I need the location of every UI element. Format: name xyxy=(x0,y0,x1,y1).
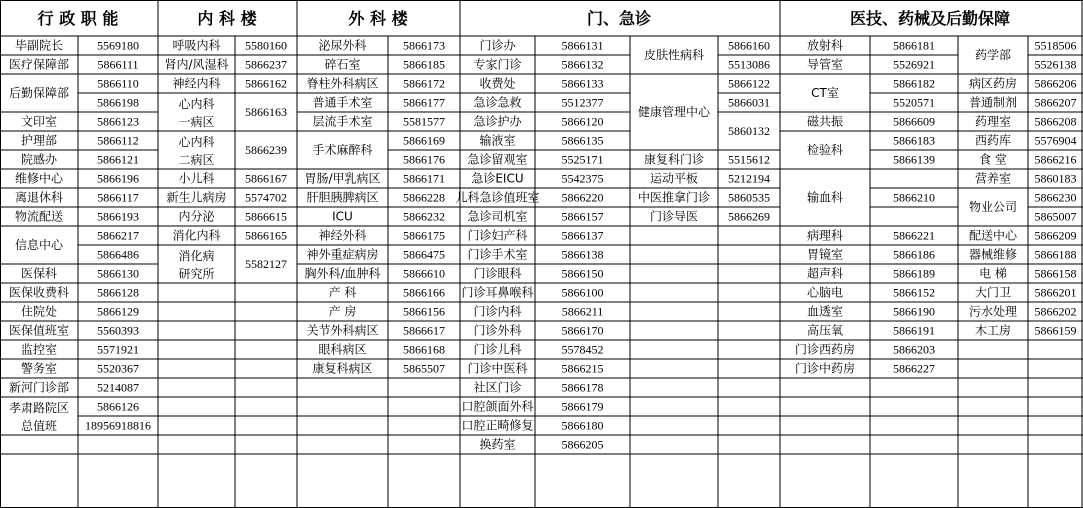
department-name: 普通手术室 xyxy=(312,95,373,110)
phone-number: 5866189 xyxy=(893,266,935,281)
phone-number: 5866239 xyxy=(245,143,287,157)
phone-number: 5866120 xyxy=(561,114,604,129)
phone-number: 5214087 xyxy=(97,380,139,395)
department-name: 消化内科 xyxy=(172,228,221,243)
phone-number: 5866609 xyxy=(893,114,935,129)
department-name: 医保值班室 xyxy=(8,323,70,338)
department-name: 换药室 xyxy=(479,437,516,452)
phone-number: 5866190 xyxy=(893,304,935,319)
phone-number: 5866188 xyxy=(1034,247,1077,262)
phone-number: 5866201 xyxy=(1034,285,1077,300)
phone-number: 5860535 xyxy=(728,190,770,205)
department-name: 儿科急诊值班室 xyxy=(455,190,540,205)
phone-number: 5866111 xyxy=(97,57,139,72)
phone-number: 5866196 xyxy=(97,171,139,186)
department-name: 大门卫 xyxy=(974,285,1012,300)
department-name: 神经外科 xyxy=(318,228,367,243)
header-medtech-logistics: 医技、药械及后勤保障 xyxy=(849,9,1011,28)
department-name: 内分泌 xyxy=(178,209,215,224)
phone-number: 5866179 xyxy=(561,399,604,414)
department-name: 护理部 xyxy=(20,133,58,148)
department-name: 文印室 xyxy=(20,114,58,129)
department-name: 心内科 xyxy=(178,135,215,149)
department-name: 门诊办 xyxy=(479,38,516,53)
phone-number: 5866165 xyxy=(245,228,287,243)
phone-number: 5865507 xyxy=(403,361,445,376)
phone-number: 5866173 xyxy=(403,38,445,53)
department-name: 肝胆胰脾病区 xyxy=(306,190,379,205)
department-name: 门诊耳鼻喉科 xyxy=(461,285,534,300)
phone-number: 5515612 xyxy=(728,152,770,167)
phone-number: 5866152 xyxy=(893,285,935,300)
department-name: 门诊中医科 xyxy=(467,361,528,376)
department-name: 孝肃路院区 xyxy=(8,401,70,415)
department-name: 门诊导医 xyxy=(649,209,699,224)
phone-number: 5866202 xyxy=(1034,304,1077,319)
department-name: 门诊儿科 xyxy=(473,342,522,357)
phone-number: 5866227 xyxy=(893,361,935,376)
phone-number: 5866193 xyxy=(97,209,139,224)
department-name: 中医推拿门诊 xyxy=(637,190,711,205)
header-admin: 行 政 职 能 xyxy=(37,9,119,28)
department-name: 产 房 xyxy=(328,304,357,319)
phone-number: 5866168 xyxy=(403,342,445,357)
department-name: 营养室 xyxy=(974,171,1012,186)
department-name: 物流配送 xyxy=(14,209,64,224)
department-name: 运动平板 xyxy=(649,171,699,186)
department-name: 输液室 xyxy=(479,133,516,148)
phone-number: 5866208 xyxy=(1034,114,1077,129)
department-name: 胸外科/血肿科 xyxy=(304,266,381,281)
phone-number: 5866230 xyxy=(1034,190,1077,205)
department-name-line2: 一病区 xyxy=(178,115,215,129)
department-name: 后勤保障部 xyxy=(8,86,70,100)
department-name: 药理室 xyxy=(974,114,1012,129)
department-name: 碎石室 xyxy=(324,57,361,72)
phone-number: 5866169 xyxy=(403,133,445,148)
phone-number: 5866163 xyxy=(245,105,287,119)
phone-number: 5866198 xyxy=(97,95,139,110)
department-name: 配送中心 xyxy=(968,228,1018,243)
phone-number: 5866207 xyxy=(1034,95,1077,110)
department-name: 病理科 xyxy=(806,228,844,243)
department-name: 急诊EICU xyxy=(471,171,524,186)
phone-number: 5866031 xyxy=(728,95,770,110)
department-name: 康复科门诊 xyxy=(643,152,705,167)
phone-number: 5866203 xyxy=(893,342,935,357)
phone-number: 5866128 xyxy=(97,285,139,300)
phone-number: 5866139 xyxy=(893,152,935,167)
department-name: 院感办 xyxy=(20,152,58,167)
department-name: 医疗保障部 xyxy=(8,57,70,72)
department-name: 新生儿病房 xyxy=(166,190,227,205)
department-name: 检验科 xyxy=(806,143,844,157)
phone-number: 5866191 xyxy=(893,323,935,338)
phone-number: 5866126 xyxy=(97,399,139,414)
phone-number: 5866112 xyxy=(97,133,139,148)
header-surgery-building: 外 科 楼 xyxy=(348,9,408,28)
department-name: 超声科 xyxy=(806,266,844,281)
phone-number: 5866185 xyxy=(403,57,445,72)
department-name: 急诊司机室 xyxy=(467,209,528,224)
phone-number: 5866232 xyxy=(403,209,445,224)
phone-number: 5866135 xyxy=(561,133,604,148)
phone-number: 5574702 xyxy=(245,190,287,205)
phone-number: 5866182 xyxy=(893,76,935,91)
department-name: 神经内科 xyxy=(172,76,221,91)
header-internal-medicine-building: 内 科 楼 xyxy=(197,9,257,28)
phone-number: 5520571 xyxy=(893,95,935,110)
phone-number: 5860132 xyxy=(728,124,770,138)
phone-number: 5866172 xyxy=(403,76,445,91)
department-name: 胃肠/甲乳病区 xyxy=(304,171,381,186)
table-header-row xyxy=(38,9,1010,28)
phone-number: 5866117 xyxy=(97,190,139,205)
phone-number: 5866610 xyxy=(403,266,445,281)
phone-number: 5866176 xyxy=(403,152,445,167)
phone-number: 5580160 xyxy=(245,38,287,53)
phone-number: 5866177 xyxy=(403,95,445,110)
department-name: 收费处 xyxy=(479,76,516,91)
phone-number: 5860183 xyxy=(1034,171,1077,186)
department-name-line2: 二病区 xyxy=(178,153,215,167)
department-name: 高压氧 xyxy=(806,323,844,338)
department-name: 监控室 xyxy=(20,342,58,357)
phone-number: 5866486 xyxy=(97,247,139,262)
phone-number: 5866178 xyxy=(561,380,604,395)
department-name: 放射科 xyxy=(806,38,844,53)
phone-number: 5866131 xyxy=(561,38,604,53)
department-name: 急诊护办 xyxy=(473,114,522,129)
phone-number: 5569180 xyxy=(97,38,139,53)
phone-number: 5212194 xyxy=(728,171,770,186)
phone-number: 5866211 xyxy=(561,304,604,319)
department-name: 呼吸内科 xyxy=(172,38,221,53)
phone-number: 5576904 xyxy=(1034,133,1077,148)
department-name: 输血科 xyxy=(806,190,844,205)
department-name: 神外重症病房 xyxy=(306,247,379,262)
department-name: 产 科 xyxy=(328,285,357,300)
phone-number: 5866123 xyxy=(97,114,139,129)
phone-number: 5526138 xyxy=(1034,57,1077,72)
phone-number: 5560393 xyxy=(97,323,139,338)
phone-number: 5518506 xyxy=(1034,38,1077,53)
phone-number: 5866475 xyxy=(403,247,445,262)
department-name: 病区药房 xyxy=(968,76,1018,91)
phone-number: 5866137 xyxy=(561,228,604,243)
department-name: 皮肤性病科 xyxy=(643,48,705,62)
phone-number: 5866170 xyxy=(561,323,604,338)
phone-number: 5866181 xyxy=(893,38,935,53)
phone-number: 5866150 xyxy=(561,266,604,281)
phone-number: 5866215 xyxy=(561,361,604,376)
phone-number: 5866615 xyxy=(245,209,287,224)
department-name: 警务室 xyxy=(20,361,58,376)
phone-number: 5866171 xyxy=(403,171,445,186)
department-name: 专家门诊 xyxy=(473,57,522,72)
department-name-line2: 研究所 xyxy=(178,267,215,281)
department-name: 医保收费科 xyxy=(8,285,70,300)
phone-number: 5526921 xyxy=(893,57,935,72)
department-name: 污水处理 xyxy=(968,304,1018,319)
phone-number: 5866166 xyxy=(403,285,445,300)
phone-number: 5866206 xyxy=(1034,76,1077,91)
department-name: 毕副院长 xyxy=(14,38,64,53)
phone-number: 5866217 xyxy=(97,228,139,243)
department-name: 门诊眼科 xyxy=(473,266,522,281)
department-name: 门诊西药房 xyxy=(794,342,856,357)
header-outpatient-emergency: 门、急诊 xyxy=(586,9,652,28)
phone-number: 5866133 xyxy=(561,76,604,91)
department-name: 门诊妇产科 xyxy=(467,228,528,243)
phone-number: 5866167 xyxy=(245,171,287,186)
department-name: 医保科 xyxy=(20,266,58,281)
department-name: 胃镜室 xyxy=(806,247,844,262)
department-name: 药学部 xyxy=(974,48,1012,62)
department-name: 物业公司 xyxy=(968,200,1018,214)
department-name: 泌尿外科 xyxy=(318,38,367,53)
department-name: 离退休科 xyxy=(14,190,64,205)
phone-number: 5866220 xyxy=(561,190,604,205)
phone-number: 5866180 xyxy=(561,418,604,433)
department-name: 小儿科 xyxy=(178,171,215,186)
department-name: 心内科 xyxy=(178,97,215,111)
department-name: 急诊留观室 xyxy=(467,152,528,167)
phone-number: 5866221 xyxy=(893,228,935,243)
phone-number: 5866130 xyxy=(97,266,139,281)
phone-number: 5866132 xyxy=(561,57,604,72)
phone-number: 5866228 xyxy=(403,190,445,205)
department-name-line2: 总值班 xyxy=(20,419,58,433)
phone-number: 5581577 xyxy=(403,114,445,129)
phone-number: 5866209 xyxy=(1034,228,1077,243)
department-name: 康复科病区 xyxy=(312,361,373,376)
phone-number: 5866122 xyxy=(728,76,770,91)
phone-number: 5866100 xyxy=(561,285,604,300)
phone-number: 5512377 xyxy=(561,95,604,110)
phone-number: 5866162 xyxy=(245,76,287,91)
phone-number: 5866121 xyxy=(97,152,139,167)
phone-number: 5571921 xyxy=(97,342,139,357)
department-name: 西药库 xyxy=(974,133,1012,148)
phone-number: 5866160 xyxy=(728,38,770,53)
phone-number: 5513086 xyxy=(728,57,770,72)
phone-number: 5866617 xyxy=(403,323,445,338)
phone-number: 5866183 xyxy=(893,133,935,148)
department-name: 关节外科病区 xyxy=(306,323,379,338)
department-name: 器械维修 xyxy=(968,247,1018,262)
department-name: 门诊中药房 xyxy=(794,361,856,376)
phone-number: 5866158 xyxy=(1034,266,1077,281)
department-name: 新河门诊部 xyxy=(8,380,70,395)
phone-number: 5525171 xyxy=(561,152,604,167)
phone-number: 5866269 xyxy=(728,209,770,224)
phone-number: 5866205 xyxy=(561,437,604,452)
phone-number: 5542375 xyxy=(561,171,604,186)
department-name: 木工房 xyxy=(974,323,1012,338)
phone-number: 5578452 xyxy=(561,342,604,357)
phone-number: 5866237 xyxy=(245,57,287,72)
department-name: 社区门诊 xyxy=(473,380,522,395)
department-name: 口腔颌面外科 xyxy=(461,399,534,414)
phone-number: 18956918816 xyxy=(85,418,151,433)
department-name: 维修中心 xyxy=(14,171,64,186)
phone-number: 5866159 xyxy=(1034,323,1077,338)
department-name: 消化病 xyxy=(178,249,215,263)
department-name: 住院处 xyxy=(20,304,58,319)
department-name: 门诊外科 xyxy=(473,323,522,338)
department-name: 普通制剂 xyxy=(968,95,1018,110)
department-name: 肾内/风湿科 xyxy=(164,57,229,72)
department-name: 脊柱外科病区 xyxy=(306,76,379,91)
phone-number: 5520367 xyxy=(97,361,139,376)
department-name: 电 梯 xyxy=(979,266,1007,281)
phone-number: 5582127 xyxy=(245,257,287,271)
department-name: 健康管理中心 xyxy=(637,105,711,119)
phone-number: 5866156 xyxy=(403,304,445,319)
department-name: 口腔正畸修复 xyxy=(461,418,534,433)
department-name: 手术麻醉科 xyxy=(312,143,373,157)
phone-number: 5865007 xyxy=(1034,209,1077,224)
department-name: 血透室 xyxy=(806,304,844,319)
phone-number: 5866138 xyxy=(561,247,604,262)
department-name: 导管室 xyxy=(806,57,844,72)
phone-number: 5866129 xyxy=(97,304,139,319)
phone-number: 5866186 xyxy=(893,247,935,262)
phone-number: 5866175 xyxy=(403,228,445,243)
department-name: 磁共振 xyxy=(806,114,844,129)
department-name: 眼科病区 xyxy=(318,342,367,357)
department-name: 食 堂 xyxy=(979,152,1007,167)
department-name: 门诊内科 xyxy=(473,304,522,319)
phone-number: 5866110 xyxy=(97,76,139,91)
department-name: CT室 xyxy=(811,86,839,100)
department-name: 信息中心 xyxy=(14,238,64,252)
department-name: ICU xyxy=(332,209,353,224)
phone-number: 5866216 xyxy=(1034,152,1077,167)
department-name: 急诊急救 xyxy=(473,95,522,110)
phone-number: 5866210 xyxy=(893,190,935,205)
phone-number: 5866157 xyxy=(561,209,604,224)
department-name: 心脑电 xyxy=(806,285,844,300)
department-name: 层流手术室 xyxy=(312,114,373,129)
department-name: 门诊手术室 xyxy=(467,247,528,262)
